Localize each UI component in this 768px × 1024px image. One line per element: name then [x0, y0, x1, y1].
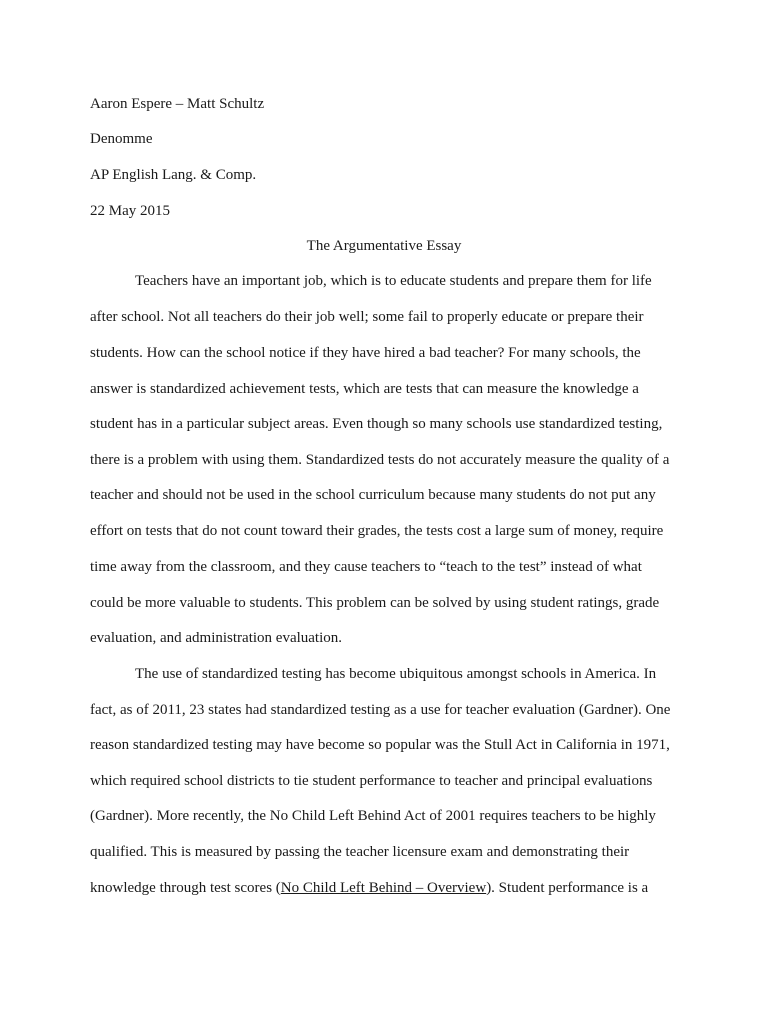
paragraph-line: The use of standardized testing has become ubiquitous amongst schools in America. In — [135, 666, 657, 682]
essay-title: The Argumentative Essay — [306, 238, 462, 254]
paragraph-line: evaluation, and administration evaluation. — [90, 630, 343, 646]
paragraph-line: answer is standardized achievement tests, which are tests that can measure the knowledge a — [90, 381, 639, 397]
paragraph-line: time away from the classroom, and they cause teachers to “teach to the test” instead of what — [90, 559, 642, 575]
paragraph-line: could be more valuable to students. This problem can be solved by using student ratings, grade — [90, 595, 660, 611]
paragraph-text: knowledge through test scores ( — [90, 880, 281, 896]
paragraph-line: students. How can the school notice if they have hired a bad teacher? For many schools, the — [90, 345, 641, 361]
essay-date: 22 May 2015 — [90, 203, 170, 219]
paragraph-line-with-citation — [90, 878, 648, 898]
paragraph-line: there is a problem with using them. Standardized tests do not accurately measure the quality of a — [90, 452, 670, 468]
paragraph-line: which required school districts to tie student performance to teacher and principal evaluations — [90, 773, 653, 789]
paragraph-line: student has in a particular subject areas. Even though so many schools use standardized testing, — [90, 416, 663, 432]
instructor-name: Denomme — [90, 131, 153, 147]
paragraph-line: teacher and should not be used in the school curriculum because many students do not put any — [90, 487, 656, 503]
paragraph-line: Teachers have an important job, which is to educate students and prepare them for life — [135, 273, 652, 289]
paragraph-line: fact, as of 2011, 23 states had standardized testing as a use for teacher evaluation (Gardner). One — [90, 702, 671, 718]
paragraph-line: (Gardner). More recently, the No Child Left Behind Act of 2001 requires teachers to be highly — [90, 808, 656, 824]
paragraph-line: effort on tests that do not count toward their grades, the tests cost a large sum of money, require — [90, 523, 664, 539]
course-name: AP English Lang. & Comp. — [90, 167, 257, 183]
paragraph-text: ). Student performance is a — [486, 880, 649, 896]
paragraph-line: qualified. This is measured by passing the teacher licensure exam and demonstrating their — [90, 844, 630, 860]
paragraph-line: reason standardized testing may have become so popular was the Stull Act in California in 1971, — [90, 737, 670, 753]
author-names: Aaron Espere – Matt Schultz — [90, 96, 265, 112]
citation-link[interactable]: No Child Left Behind – Overview — [280, 880, 487, 896]
paragraph-line: after school. Not all teachers do their job well; some fail to properly educate or prepare their — [90, 309, 644, 325]
